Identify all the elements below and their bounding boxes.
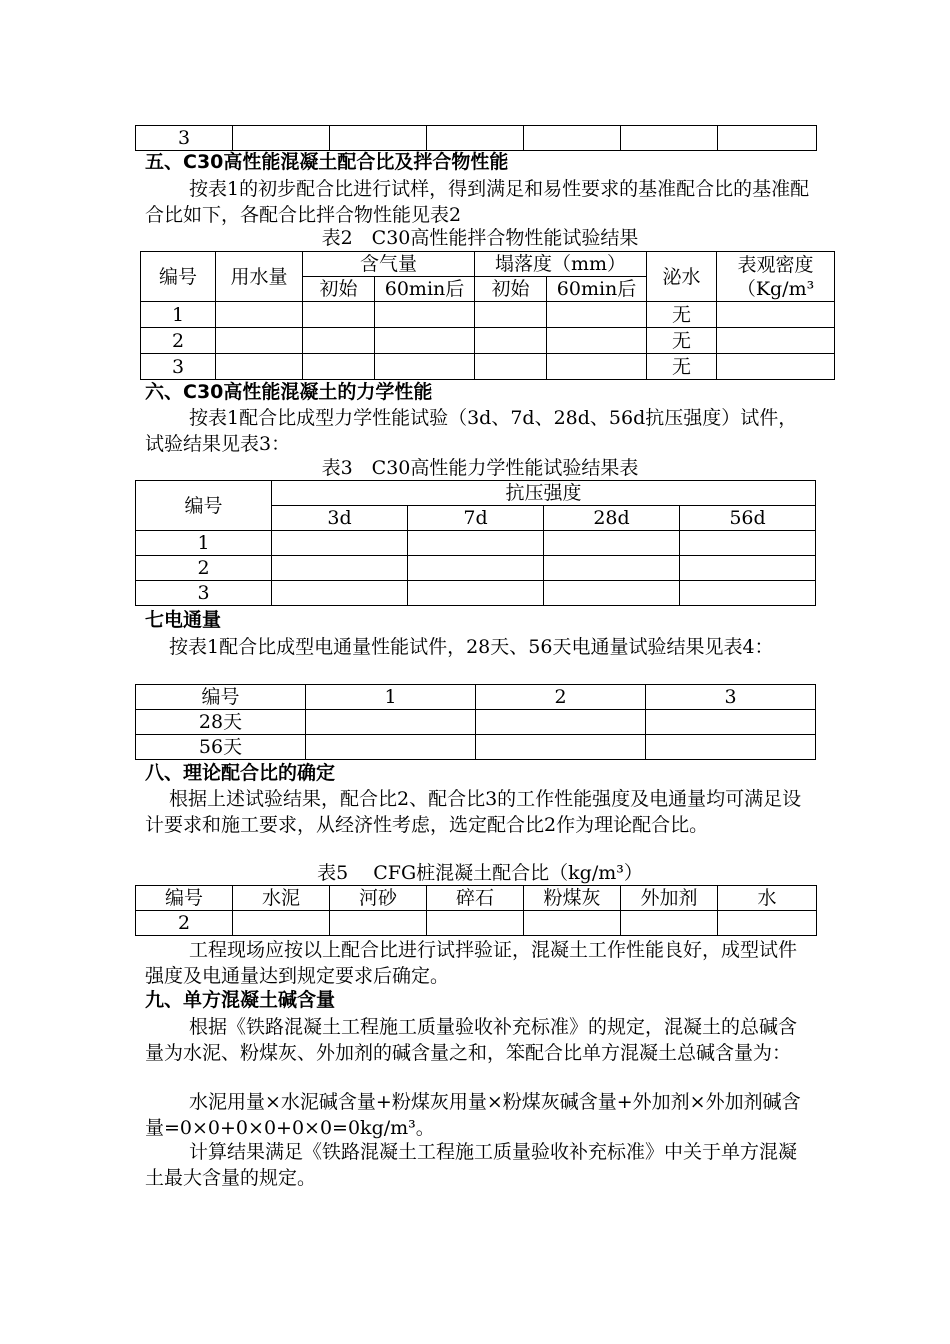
header-56d: 56d [680,506,816,531]
table-cell [544,581,680,606]
table-cell [303,354,375,380]
header-sand: 河砂 [330,886,427,911]
header-mix-3: 3 [646,685,816,710]
table-1-tail [135,125,817,151]
table-cell: 2 [136,911,233,936]
table-cell [621,126,718,151]
header-28d: 28d [544,506,680,531]
header-slump-initial: 初始 [475,277,547,302]
table-cell [475,354,547,380]
table-cell [718,126,817,151]
table-cell: 28天 [136,710,306,735]
table-cell [524,911,621,936]
header-density: 表观密度（Kg/m³ [717,252,835,302]
header-gravel: 碎石 [427,886,524,911]
table-cell [646,710,816,735]
table-cell: 1 [141,302,216,328]
section-5-heading: 五、C30高性能混凝土配合比及拌合物性能 [145,151,509,173]
table-cell [216,328,303,354]
section-9-paragraph-2: 水泥用量×水泥碱含量+粉煤灰用量×粉煤灰碱含量+外加剂×外加剂碱含量=0×0+0×0+0×0=0kg/m³。 [145,1091,801,1139]
table-cell [272,556,408,581]
header-slump-60min: 60min后 [547,277,647,302]
table-cell [303,302,375,328]
table-cell [547,302,647,328]
table-cell: 无 [647,328,717,354]
header-air-initial: 初始 [303,277,375,302]
table-cell: 无 [647,354,717,380]
table-cell [303,328,375,354]
header-air-60min: 60min后 [375,277,475,302]
header-3d: 3d [272,506,408,531]
table-cell [524,126,621,151]
section-8-after-paragraph: 工程现场应按以上配合比进行试拌验证，混凝土工作性能良好，成型试件强度及电通量达到规定要求后确定。 [145,939,798,987]
header-water: 用水量 [216,252,303,302]
table-cell [306,735,476,760]
table-5 [135,885,817,936]
header-mix-1: 1 [306,685,476,710]
table-cell [717,328,835,354]
header-water: 水 [718,886,817,911]
table-cell [475,302,547,328]
section-7-paragraph: 按表1配合比成型电通量性能试件，28天、56天电通量试验结果见表4： [169,636,774,658]
table-cell [272,531,408,556]
table-cell: 无 [647,302,717,328]
table-cell [216,354,303,380]
header-7d: 7d [408,506,544,531]
header-slump: 塌落度（mm） [475,252,647,277]
table-3-caption: 表3 C30高性能力学性能试验结果表 [321,457,639,479]
table-cell [476,710,646,735]
table-cell [330,911,427,936]
table-cell [680,581,816,606]
table-cell [476,735,646,760]
table-2 [140,251,835,380]
header-no: 编号 [136,481,272,531]
table-cell: 56天 [136,735,306,760]
table-cell: 3 [136,581,272,606]
section-6-heading: 六、C30高性能混凝土的力学性能 [145,381,433,403]
table-cell [717,302,835,328]
table-cell [408,556,544,581]
section-9-heading: 九、单方混凝土碱含量 [145,989,336,1011]
table-cell [680,556,816,581]
table-cell [621,911,718,936]
table-cell [375,354,475,380]
table-cell [216,302,303,328]
section-9-paragraph-1: 根据《铁路混凝土工程施工质量验收补充标准》的规定，混凝土的总碱含量为水泥、粉煤灰、外加剂的碱含量之和，笨配合比单方混凝土总碱含量为： [145,1016,798,1064]
section-6-paragraph: 按表1配合比成型力学性能试验（3d、7d、28d、56d抗压强度）试件，试验结果见表3： [145,407,798,455]
table-cell [646,735,816,760]
table-cell [408,581,544,606]
table-cell [427,126,524,151]
table-3 [135,480,816,606]
table-cell [272,581,408,606]
table-cell: 2 [136,556,272,581]
table-cell [547,328,647,354]
table-cell: 3 [136,126,233,151]
header-strength: 抗压强度 [272,481,816,506]
table-cell [544,531,680,556]
table-cell [375,328,475,354]
table-cell [233,126,330,151]
table-2-caption: 表2 C30高性能拌合物性能试验结果 [321,227,639,249]
header-air: 含气量 [303,252,475,277]
table-cell [408,531,544,556]
table-cell: 1 [136,531,272,556]
header-flyash: 粉煤灰 [524,886,621,911]
table-cell [544,556,680,581]
header-bleed: 泌水 [647,252,717,302]
header-cement: 水泥 [233,886,330,911]
table-cell [306,710,476,735]
header-admixture: 外加剂 [621,886,718,911]
table-cell [427,911,524,936]
header-mix-2: 2 [476,685,646,710]
table-cell [718,911,817,936]
table-4 [135,684,816,760]
section-5-paragraph: 按表1的初步配合比进行试样，得到满足和易性要求的基准配合比的基准配合比如下，各配合比拌合物性能见表2 [145,178,810,226]
header-no: 编号 [141,252,216,302]
table-cell [717,354,835,380]
table-cell [375,302,475,328]
header-no: 编号 [136,685,306,710]
header-no: 编号 [136,886,233,911]
table-cell [233,911,330,936]
table-cell [330,126,427,151]
section-7-heading: 七电通量 [145,609,222,631]
table-cell [475,328,547,354]
section-8-paragraph: 根据上述试验结果，配合比2、配合比3的工作性能强度及电通量均可满足设计要求和施工要求，从经济性考虑，选定配合比2作为理论配合比。 [145,788,802,836]
table-cell [547,354,647,380]
section-9-paragraph-3: 计算结果满足《铁路混凝土工程施工质量验收补充标准》中关于单方混凝土最大含量的规定。 [145,1141,798,1189]
section-8-heading: 八、理论配合比的确定 [145,762,336,784]
table-cell [680,531,816,556]
table-cell: 3 [141,354,216,380]
table-cell: 2 [141,328,216,354]
table-5-caption: 表5 CFG桩混凝土配合比（kg/m³） [317,862,643,884]
